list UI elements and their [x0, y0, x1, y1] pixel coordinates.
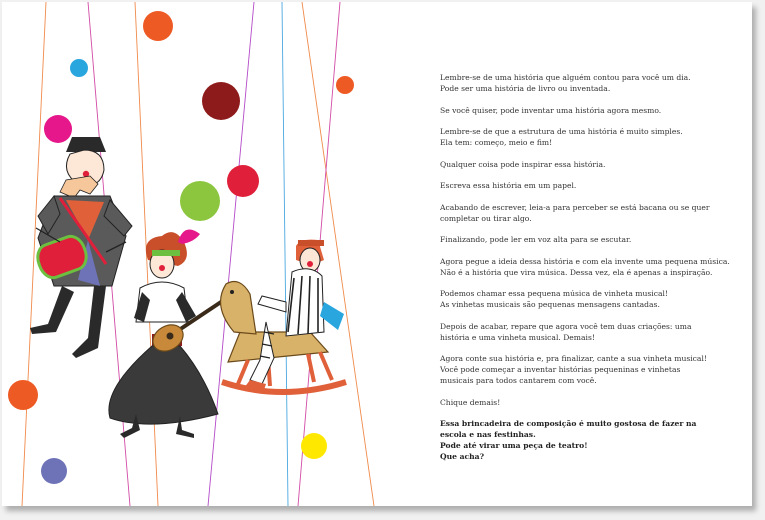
paragraph: Podemos chamar essa pequena música de vinheta musical! As vinhetas musicais são pequenas mensagens cantadas. [440, 289, 668, 309]
drummer-clown [30, 137, 132, 358]
paragraph: Se você quiser, pode inventar uma história agora mesmo. [440, 105, 662, 115]
book-spread [2, 2, 752, 506]
clown-illustration [2, 2, 377, 506]
paragraph: Lembre-se de uma história que alguém contou para você um dia. Pode ser uma história de livro ou inventada. [440, 73, 691, 93]
paragraph: Finalizando, pode ler em voz alta para se escutar. [440, 235, 632, 244]
paragraph: Lembre-se de que a estrutura de uma história é muito simples. Ela tem: começo, meio e fim! [440, 127, 683, 147]
paragraph: Escreva essa história em um papel. [440, 181, 577, 190]
rocking-horse-clown [221, 240, 346, 392]
paragraph: Agora conte sua história e, pra finalizar, cante a sua vinheta musical! Você pode começar a inventar histórias pequeninas e vinhetas musicais para todos cantarem com você. [440, 354, 707, 385]
paragraph: Acabando de escrever, leia-a para perceber se está bacana ou se quer completar ou tirar algo. [440, 202, 710, 223]
paragraph: Agora pegue a ideia dessa história e com ela invente uma pequena música. Não é a história que vira música. Dessa vez, ela é apenas a inspiração. [440, 256, 730, 277]
paragraph: Chique demais! [440, 397, 501, 407]
closing-paragraph: Essa brincadeira de composição é muito gostosa de fazer na escola e nas festinhas. Pode até virar uma peça de teatro! Que acha? [440, 419, 697, 461]
guitarist-clown [109, 230, 224, 439]
paragraph: Depois de acabar, repare que agora você tem duas criações: uma história e uma vinheta musical. Demais! [440, 321, 692, 342]
story-instructions [440, 72, 730, 473]
illustration-page [2, 2, 377, 506]
text-page [377, 2, 752, 506]
paragraph: Qualquer coisa pode inspirar essa história. [440, 159, 606, 169]
